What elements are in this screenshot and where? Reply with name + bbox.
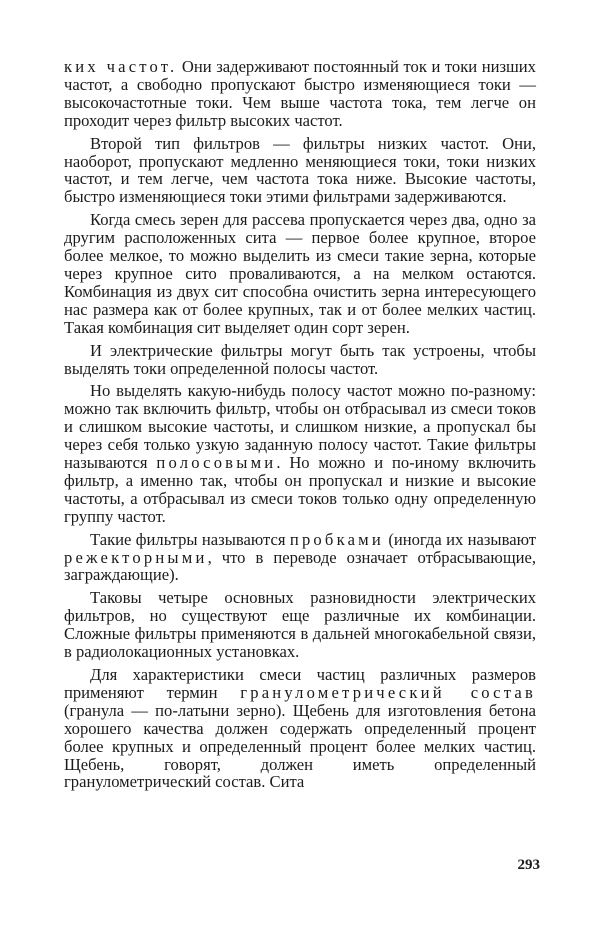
spaced-term-probkami: пробками	[289, 529, 384, 549]
paragraph-text: Но выделять какую-нибудь полосу частот можно по-разному: можно так включить фильтр, чтобы он отбрасывал из смеси токов и слишком высокие частоты, и слишком низкие, а пропускал бы через себя только узкую заданную полосу частот. Такие фильтры называются	[64, 381, 536, 473]
page-number: 293	[517, 857, 540, 873]
paragraph-text: . Но можно и по-иному включить фильтр, а именно так, чтобы он пропускал и низкие и высокие частоты, а отбрасывал из смеси токов только одну определенную группу частот.	[64, 453, 536, 526]
paragraph-band-pass-filters	[64, 382, 536, 525]
paragraph-high-pass-filters	[64, 58, 536, 130]
paragraph-text: Такие фильтры называются	[90, 529, 290, 549]
paragraph-band-stop-filters	[64, 531, 536, 585]
spaced-word-kikh-chastot: ких частот.	[64, 57, 178, 76]
paragraph-low-pass-filters: Второй тип фильтров — фильтры низких частот. Они, наоборот, пропускают медленно меняющиеся токи, токи низких частот, и тем легче, чем частота тока ниже. Высокие частоты, быстро изменяющиеся токи этими фильтрами задерживаются.	[64, 133, 536, 207]
paragraph-text: (гранула — по-латыни зерно). Щебень для изготовления бетона хорошего качества должен содержать определенный процент более крупных и определенный процент более мелких частиц. Щебень, говорят, должен иметь определенный гранулометрический состав. Сита	[64, 700, 536, 792]
spaced-term-rezhektornymi: режекторными	[64, 547, 208, 567]
spaced-term-polosovymi: полосовыми	[156, 453, 277, 473]
paragraph-granulometric-composition	[64, 666, 536, 791]
paragraph-text: Для характеристики смеси частиц различных размеров применяют термин	[64, 665, 536, 702]
paragraph-text: Они задерживают постоянный ток и токи низших частот, а свободно пропускают быстро изменяющиеся токи — высокочастотные токи. Чем выше частота тока, тем легче он проходит через фильтр высоких частот.	[64, 57, 536, 130]
paragraph-band-selection: И электрические фильтры могут быть так устроены, чтобы выделять токи определенной полосы частот.	[64, 340, 536, 378]
spaced-term-granulometricheskiy-sostav: гранулометрический состав	[240, 682, 536, 702]
paragraph-text: (иногда их называют	[383, 529, 536, 549]
paragraph-text: , что в переводе означает отбрасывающие, заграждающие).	[64, 547, 536, 585]
paragraph-sieve-analogy: Когда смесь зерен для рассева пропускается через два, одно за другим расположенных сита — первое более крупное, второе более мелкое, то можно выделить из смеси такие зерна, которые через крупное сито проваливаются, а на мелком остаются. Комбинация из двух сит способна очистить зерна интересующего нас размера как от более крупных, так и от более мелких частиц. Такая комбинация сит выделяет один сорт зерен.	[64, 210, 536, 337]
paragraph-filter-types-summary: Таковы четыре основных разновидности электрических фильтров, но существуют еще различные их комбинации. Сложные фильтры применяются в дальней многокабельной связи, в радиолокационных установках.	[64, 588, 536, 662]
book-page-text	[64, 58, 536, 796]
